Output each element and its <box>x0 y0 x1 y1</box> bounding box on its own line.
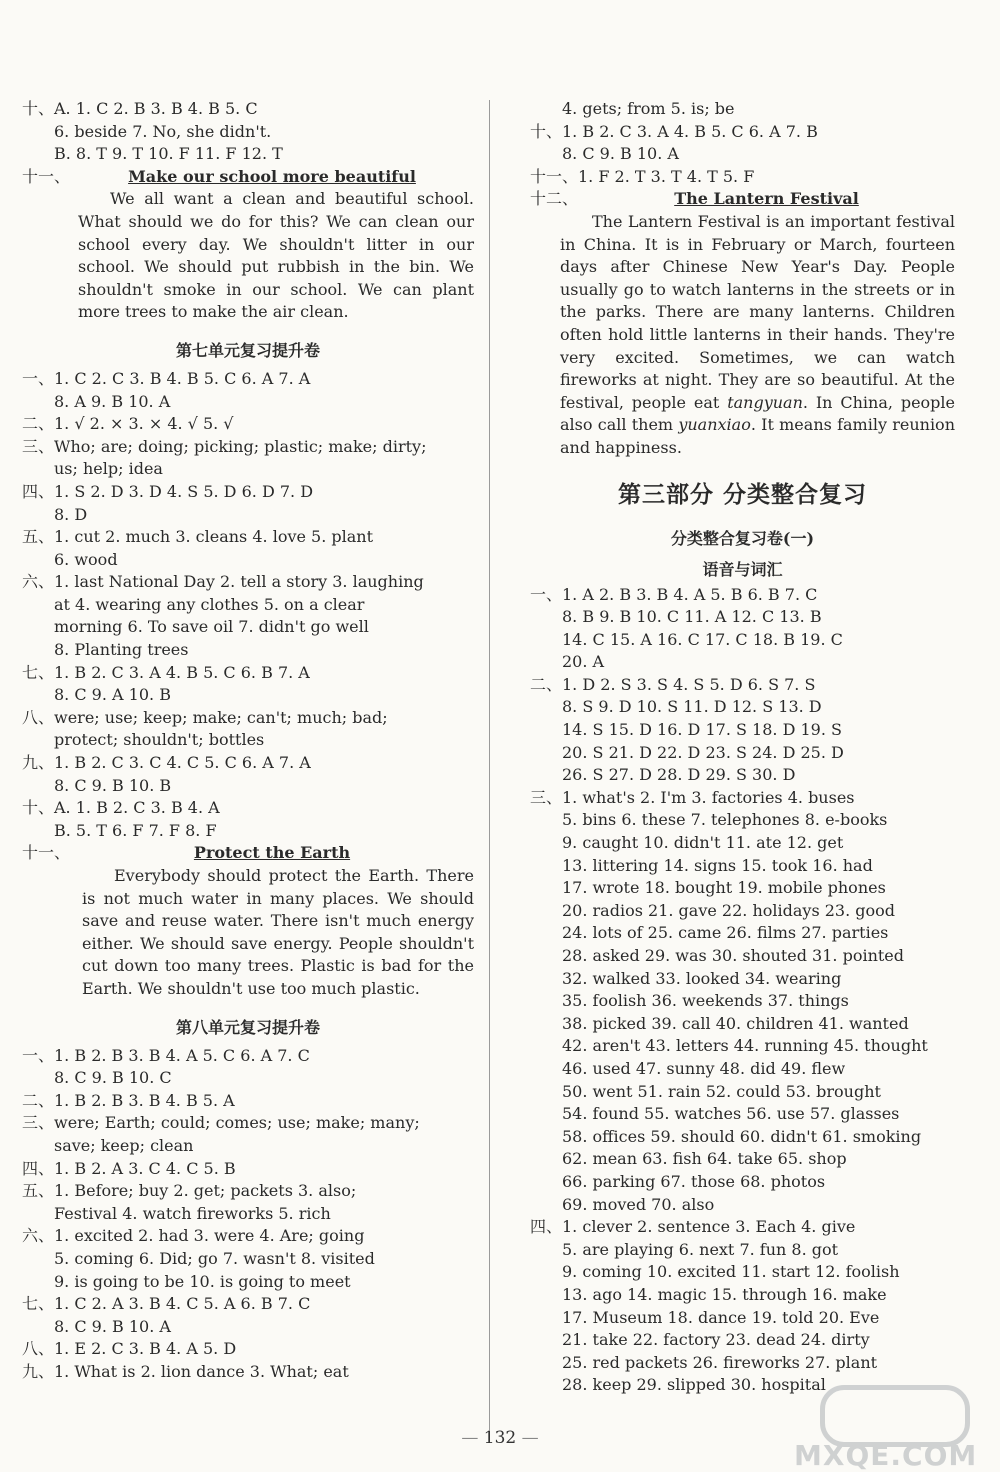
question-label: 十一、 <box>22 166 71 186</box>
answer-line: 13. ago 14. magic 15. through 16. make <box>562 1284 887 1304</box>
answer-line: us; help; idea <box>54 459 163 479</box>
answer-line: 35. foolish 36. weekends 37. things <box>562 991 849 1011</box>
answer-line: 一、1. A 2. B 3. B 4. A 5. B 6. B 7. C <box>530 584 818 604</box>
answer-line: 9. coming 10. excited 11. start 12. foolish <box>562 1262 900 1282</box>
answer-line: 十、A. 1. B 2. C 3. B 4. A <box>22 798 220 818</box>
answer-line: 9. is going to be 10. is going to meet <box>54 1271 351 1291</box>
watermark-text: MXQE.COM <box>794 1439 978 1472</box>
answer-line: 十、A. 1. C 2. B 3. B 4. B 5. C <box>22 99 258 118</box>
watermark-shape <box>820 1385 970 1447</box>
right-column <box>530 98 955 1397</box>
answer-line: 二、1. D 2. S 3. S 4. S 5. D 6. S 7. S <box>530 674 816 694</box>
answer-line: 38. picked 39. call 40. children 41. wanted <box>562 1013 909 1033</box>
part-title: 第三部分 分类整合复习 <box>617 480 867 508</box>
answer-line: 66. parking 67. those 68. photos <box>562 1171 826 1191</box>
answer-line: 五、1. Before; buy 2. get; packets 3. also; <box>22 1181 357 1201</box>
page-number: — 132 — <box>461 1428 539 1448</box>
answer-line: 8. D <box>54 504 88 524</box>
answer-line: 8. A 9. B 10. A <box>54 391 171 411</box>
answer-line: 21. take 22. factory 23. dead 24. dirty <box>562 1330 870 1350</box>
essay-body <box>530 211 955 460</box>
answer-line: 6. beside 7. No, she didn't. <box>54 121 272 141</box>
essay-italic-word: tangyuan <box>727 392 803 412</box>
answer-line: 六、1. last National Day 2. tell a story 3. laughing <box>22 572 424 592</box>
unit7-title: 第七单元复习提升卷 <box>175 340 320 360</box>
answer-line: 28. keep 29. slipped 30. hospital <box>562 1375 826 1395</box>
question-label: 十一、 <box>22 843 71 863</box>
essay-text: . It means family reunion and happiness. <box>560 415 955 457</box>
answer-line: 三、Who; are; doing; picking; plastic; make; dirty; <box>22 436 427 456</box>
answer-line: 58. offices 59. should 60. didn't 61. smoking <box>562 1126 922 1146</box>
answer-line: 二、1. B 2. B 3. B 4. B 5. A <box>22 1090 235 1110</box>
answer-line: 62. mean 63. fish 64. take 65. shop <box>562 1149 847 1169</box>
essay-italic-word: yuanxiao <box>678 415 751 435</box>
answer-line: 17. Museum 18. dance 19. told 20. Eve <box>562 1307 880 1327</box>
answer-line: 54. found 55. watches 56. use 57. glasses <box>562 1104 900 1124</box>
answer-line: 四、1. B 2. A 3. C 4. C 5. B <box>22 1158 236 1178</box>
essay-body: Everybody should protect the Earth. There is not much water in many places. We should save and reuse water. There isn't much energy either. We should save energy. People shouldn't cut down too many trees. Plastic is bad for the Earth. We shouldn't use too much plastic. <box>82 866 474 998</box>
answer-line: 五、1. cut 2. much 3. cleans 4. love 5. plant <box>22 527 374 547</box>
answer-line: 6. wood <box>54 549 118 569</box>
answer-line: protect; shouldn't; bottles <box>54 730 265 750</box>
answer-line: 8. C 9. B 10. A <box>562 144 679 164</box>
essay-text: The Lantern Festival is an important festival in China. It is in February or March, fourteen days after Chinese New Year's Day. People usually go to watch lanterns in the streets or in the parks. There are many lanterns. Children often hold little lanterns in their hands. They're very excited. Sometimes, we can watch fireworks at night. They are so beautiful. At the festival, people eat <box>560 211 955 412</box>
answer-line: 九、1. B 2. C 3. C 4. C 5. C 6. A 7. A <box>22 753 311 773</box>
answer-line: B. 5. T 6. F 7. F 8. F <box>54 820 217 840</box>
answer-line: at 4. wearing any clothes 5. on a clear <box>54 594 365 614</box>
answer-line: 28. asked 29. was 30. shouted 31. pointed <box>562 946 905 965</box>
answer-line: 四、1. S 2. D 3. D 4. S 5. D 6. D 7. D <box>22 481 314 501</box>
answer-line: 十一、1. F 2. T 3. T 4. T 5. F <box>530 166 755 186</box>
answer-line: Festival 4. watch fireworks 5. rich <box>54 1203 331 1223</box>
unit8-title: 第八单元复习提升卷 <box>175 1017 320 1037</box>
answer-line: 8. B 9. B 10. C 11. A 12. C 13. B <box>562 607 822 627</box>
answer-line: 七、1. C 2. A 3. B 4. C 5. A 6. B 7. C <box>22 1294 311 1314</box>
answer-line: 20. A <box>562 652 605 672</box>
answer-line: 42. aren't 43. letters 44. running 45. thought <box>562 1036 928 1056</box>
answer-line: 46. used 47. sunny 48. did 49. flew <box>562 1058 846 1078</box>
watermark-logo <box>790 1383 990 1472</box>
answer-line: 5. bins 6. these 7. telephones 8. e-books <box>562 810 888 830</box>
essay-title-row <box>530 188 955 211</box>
answer-line: 十、1. B 2. C 3. A 4. B 5. C 6. A 7. B <box>530 121 818 141</box>
answer-line: 九、1. What is 2. lion dance 3. What; eat <box>22 1361 349 1381</box>
answer-line: 8. C 9. B 10. A <box>54 1316 171 1336</box>
answer-line: 八、were; use; keep; make; can't; much; bad; <box>22 707 388 727</box>
answer-line: 二、1. √ 2. × 3. × 4. √ 5. √ <box>22 414 234 434</box>
answer-line: 20. radios 21. gave 22. holidays 23. good <box>562 900 896 920</box>
answer-line: B. 8. T 9. T 10. F 11. F 12. T <box>54 144 283 164</box>
column-divider <box>489 100 490 1430</box>
answer-line: 4. gets; from 5. is; be <box>562 99 735 118</box>
answer-line: 四、1. clever 2. sentence 3. Each 4. give <box>530 1217 856 1237</box>
answer-line: 69. moved 70. also <box>562 1194 715 1214</box>
unit7-answers <box>22 368 474 842</box>
vocab-answers <box>530 584 955 1397</box>
answer-line: 17. wrote 18. bought 19. mobile phones <box>562 878 886 898</box>
essay-body: We all want a clean and beautiful school. What should we do for this? We can clean our school every day. We shouldn't litter in our school. We should put rubbish in the bin. We shouldn't smoke in our school. We can plant more trees to make the air clean. <box>78 189 474 322</box>
answer-line: morning 6. To save oil 7. didn't go well <box>54 617 369 637</box>
answer-line: 三、1. what's 2. I'm 3. factories 4. buses <box>530 787 855 807</box>
answer-line: 50. went 51. rain 52. could 53. brought <box>562 1081 881 1101</box>
answer-line: 26. S 27. D 28. D 29. S 30. D <box>562 765 796 785</box>
essay-text: . In China, people also call them <box>560 392 956 435</box>
essay-title: The Lantern Festival <box>674 189 859 209</box>
essay-title: Protect the Earth <box>193 843 351 863</box>
essay-title: Make our school more beautiful <box>128 166 416 186</box>
answer-line: 六、1. excited 2. had 3. were 4. Are; going <box>22 1226 365 1246</box>
answer-line: 七、1. B 2. C 3. A 4. B 5. C 6. B 7. A <box>22 662 310 682</box>
essay-title-row <box>22 842 474 865</box>
answer-line: 13. littering 14. signs 15. took 16. had <box>562 855 873 875</box>
answer-line: 14. S 15. D 16. D 17. S 18. D 19. S <box>562 720 842 740</box>
page-number-text: 132 <box>483 1428 517 1448</box>
left-column <box>22 98 474 1383</box>
answer-line: 9. caught 10. didn't 11. ate 12. get <box>562 833 844 853</box>
answer-line: 一、1. C 2. C 3. B 4. B 5. C 6. A 7. A <box>22 368 311 388</box>
answer-line: 24. lots of 25. came 26. films 27. parties <box>562 923 889 943</box>
right-top-answers <box>530 98 955 188</box>
answer-line: 32. walked 33. looked 34. wearing <box>562 968 842 988</box>
answer-line: 5. coming 6. Did; go 7. wasn't 8. visited <box>54 1248 375 1268</box>
answer-line: 20. S 21. D 22. D 23. S 24. D 25. D <box>562 742 844 762</box>
answer-line: 8. S 9. D 10. S 11. D 12. S 13. D <box>562 697 822 717</box>
review-title: 分类整合复习卷(一) <box>670 528 815 548</box>
unit8-answers <box>22 1045 474 1384</box>
answer-line: 8. C 9. B 10. C <box>54 1068 172 1088</box>
answer-line: 8. Planting trees <box>54 640 189 660</box>
answer-line: 8. C 9. B 10. B <box>54 775 172 795</box>
answer-line: 8. C 9. A 10. B <box>54 685 171 705</box>
essay-title-row <box>22 166 474 189</box>
question-label: 十二、 <box>530 189 579 209</box>
answer-line: 25. red packets 26. fireworks 27. plant <box>562 1352 878 1372</box>
answer-line: 八、1. E 2. C 3. B 4. A 5. D <box>22 1339 237 1359</box>
answer-line: 5. are playing 6. next 7. fun 8. got <box>562 1239 839 1259</box>
answer-line: 三、were; Earth; could; comes; use; make; many; <box>22 1113 420 1133</box>
section-title: 语音与词汇 <box>702 559 783 579</box>
answer-line: 14. C 15. A 16. C 17. C 18. B 19. C <box>562 629 843 649</box>
answer-line: 一、1. B 2. B 3. B 4. A 5. C 6. A 7. C <box>22 1045 310 1065</box>
answer-line: save; keep; clean <box>54 1135 194 1155</box>
